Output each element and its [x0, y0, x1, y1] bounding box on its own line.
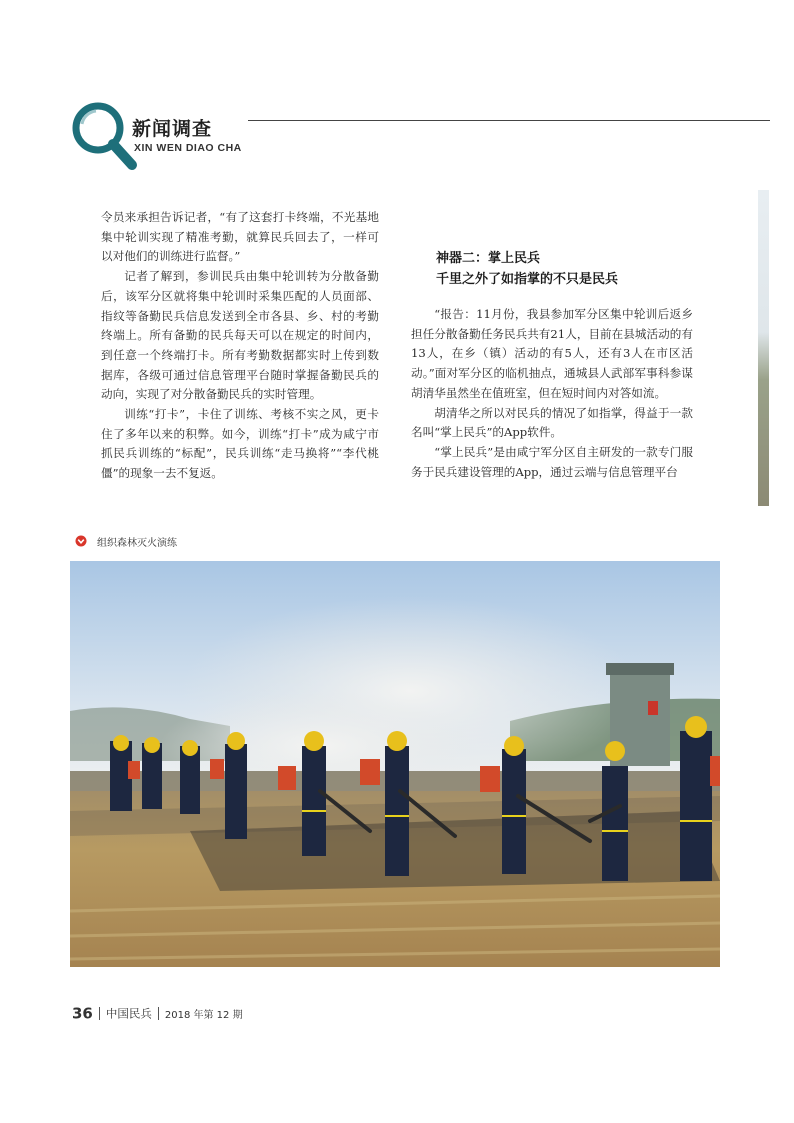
magazine-name: 中国民兵: [105, 1006, 152, 1021]
paragraph: “报告：11月份，我县参加军分区集中轮训后返乡担任分散备勤任务民兵共有21人，目前在县城活动的有13人，在乡（镇）活动的有5人，还有3人在市区活动。”面对军分区的临机抽点，通城县人武部军事科参谋胡清华虽然坐在值班室，但在短时间内对答如流。: [411, 307, 693, 400]
left-column: [101, 208, 379, 484]
paragraph: 令员来承担告诉记者，“有了这套打卡终端，不光基地集中轮训实现了精准考勤，就算民兵回去了，一样可以对他们的训练进行监督。”: [101, 210, 379, 264]
page-footer: [72, 1003, 243, 1023]
firefighting-drill-photo: [70, 561, 720, 967]
paragraph: 记者了解到，参训民兵由集中轮训转为分散备勤后，该军分区就将集中轮训时采集匹配的人员面部、指纹等备勤民兵信息发送到全市各县、乡、村的考勤终端上。所有备勤的民兵每天可以在规定的时间内，到任意一个终端打卡。所有考勤数据都实时上传到数据库，各级可通过信息管理平台随时掌握备勤民兵的动向，实现了对分散备勤民兵的实时管理。: [101, 269, 379, 402]
issue-label: 2018 年第 12 期: [164, 1010, 243, 1021]
header-divider: [248, 120, 770, 121]
edge-photo-sliver: [758, 190, 769, 506]
section-pinyin: XIN WEN DIAO CHA: [134, 142, 242, 154]
paragraph: “掌上民兵”是由咸宁军分区自主研发的一款专门服务于民兵建设管理的App，通过云端与信息管理平台: [411, 444, 693, 479]
footer-separator: [99, 1007, 100, 1020]
subheading-line-2: 千里之外了如指掌的不只是民兵: [436, 272, 619, 287]
paragraph: 胡清华之所以对民兵的情况了如指掌，得益于一款名叫“掌上民兵”的App软件。: [411, 405, 693, 440]
right-column: [411, 305, 693, 482]
photo-caption: 组织森林灭火演练: [97, 538, 177, 549]
subheading-line-1: 神器二：掌上民兵: [436, 251, 541, 266]
paragraph: 训练“打卡”，卡住了训练、考核不实之风，更卡住了多年以来的积弊。如今，训练“打卡”成为咸宁市抓民兵训练的“标配”，民兵训练“走马换将”“李代桃僵”的现象一去不复返。: [101, 407, 379, 481]
section-header: [68, 100, 770, 175]
footer-separator: [158, 1007, 159, 1020]
caption-marker-icon: [75, 535, 87, 547]
subheading: [436, 249, 706, 291]
section-title: 新闻调查: [132, 118, 213, 140]
page-number: 36: [72, 1004, 93, 1023]
